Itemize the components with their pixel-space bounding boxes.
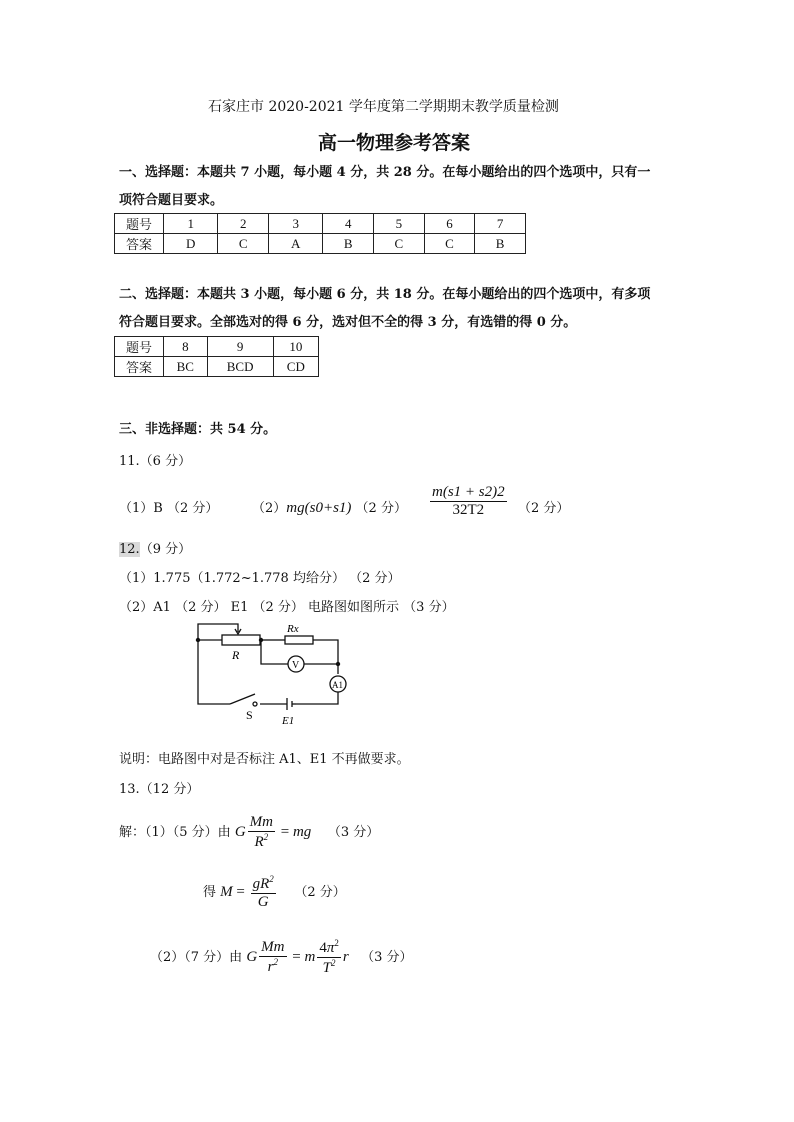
section1-instruction-line1: 一、选择题：本题共 7 小题，每小题 4 分，共 28 分。在每小题给出的四个选项中，只有一 [119, 165, 651, 180]
answer-cell: C [218, 234, 269, 254]
q13-line2: 得 M = $\frac{gR^2}{G}$ （2 分） [203, 874, 346, 910]
answer-cell: A [269, 234, 323, 254]
answer-cell: BC [164, 357, 208, 377]
table-row [115, 214, 526, 234]
q11-part1: （1）B （2 分） [119, 501, 219, 516]
q11-part3-fraction [428, 484, 509, 519]
page-title: 高一物理参考答案 [318, 132, 471, 154]
q11-part2-prefix: （2） [252, 501, 287, 516]
label-R: R [232, 648, 240, 662]
label-A: A1 [332, 680, 343, 690]
section3-heading: 三、非选择题：共 54 分。 [119, 422, 277, 437]
question-number: 10 [273, 337, 318, 357]
section2-answer-table [114, 336, 319, 377]
table-row [115, 337, 319, 357]
answer-cell: D [164, 234, 218, 254]
q13-line2-prefix: 得 [203, 885, 217, 900]
q11-part2-score: （2 分） [355, 501, 407, 516]
row-label: 题号 [115, 214, 164, 234]
q13-line3: （2）（7 分）由 G $\frac{Mm}{r^2}$ = m $\frac{4\pi^2}{T^2}$ r （3 分） [150, 938, 413, 976]
q13-line2-score: （2 分） [294, 885, 346, 900]
label-V: V [292, 660, 300, 671]
q13-line3-prefix: （2）（7 分）由 [150, 950, 243, 965]
row-label: 答案 [115, 357, 164, 377]
section2-instruction-line1: 二、选择题：本题共 3 小题，每小题 6 分，共 18 分。在每小题给出的四个选项中，有多项 [119, 287, 651, 302]
question-number: 3 [269, 214, 323, 234]
answer-cell: CD [273, 357, 318, 377]
q12-part1: （1）1.775（1.772~1.778 均给分） （2 分） [119, 571, 401, 586]
q12-heading [119, 538, 191, 557]
fraction-numerator: m(s1 + s2)2 [432, 484, 505, 500]
q11-part3-score: （2 分） [518, 501, 570, 516]
q11-part2-formula: mg(s0+s1) [286, 500, 352, 516]
exam-subtitle: 石家庄市 2020-2021 学年度第二学期期末教学质量检测 [208, 99, 559, 115]
q11-heading: 11.（6 分） [119, 454, 192, 469]
question-number: 1 [164, 214, 218, 234]
q13-heading: 13.（12 分） [119, 782, 200, 797]
question-number: 8 [164, 337, 208, 357]
section1-instruction-line2: 项符合题目要求。 [119, 193, 224, 208]
fraction-denominator: 32T2 [452, 502, 485, 518]
answer-cell: C [424, 234, 475, 254]
row-label: 题号 [115, 337, 164, 357]
label-Rx: Rx [287, 623, 299, 635]
answer-cell: C [374, 234, 425, 254]
table-row [115, 357, 319, 377]
question-number: 9 [207, 337, 273, 357]
q13-line1-score: （3 分） [327, 825, 380, 840]
section1-answer-table [114, 213, 526, 254]
table-row [115, 234, 526, 254]
question-number: 7 [475, 214, 526, 234]
q13-line1-prefix: 解：（1）（5 分）由 [119, 825, 231, 840]
label-S: S [246, 708, 253, 722]
q11-part2 [252, 497, 407, 517]
question-number: 6 [424, 214, 475, 234]
question-number: 5 [374, 214, 425, 234]
q12-part2: （2）A1 （2 分） E1 （2 分） 电路图如图所示 （3 分） [119, 600, 455, 615]
section2-instruction-line2: 符合题目要求。全部选对的得 6 分，选对但不全的得 3 分，有选错的得 0 分。 [119, 315, 577, 330]
row-label: 答案 [115, 234, 164, 254]
answer-cell: B [475, 234, 526, 254]
q12-score: （9 分） [139, 542, 192, 557]
answer-cell: BCD [207, 357, 273, 377]
question-number: 4 [323, 214, 374, 234]
label-E: E1 [282, 715, 295, 727]
q13-line3-score: （3 分） [361, 950, 413, 965]
q12-note: 说明：电路图中对是否标注 A1、E1 不再做要求。 [119, 752, 410, 767]
question-number: 2 [218, 214, 269, 234]
q13-line1: 解：（1）（5 分）由 G $\frac{Mm}{R^2}$ = mg （3 分） [119, 814, 380, 850]
answer-cell: B [323, 234, 374, 254]
q12-number-highlight: 12. [119, 542, 140, 557]
circuit-diagram [190, 618, 370, 728]
